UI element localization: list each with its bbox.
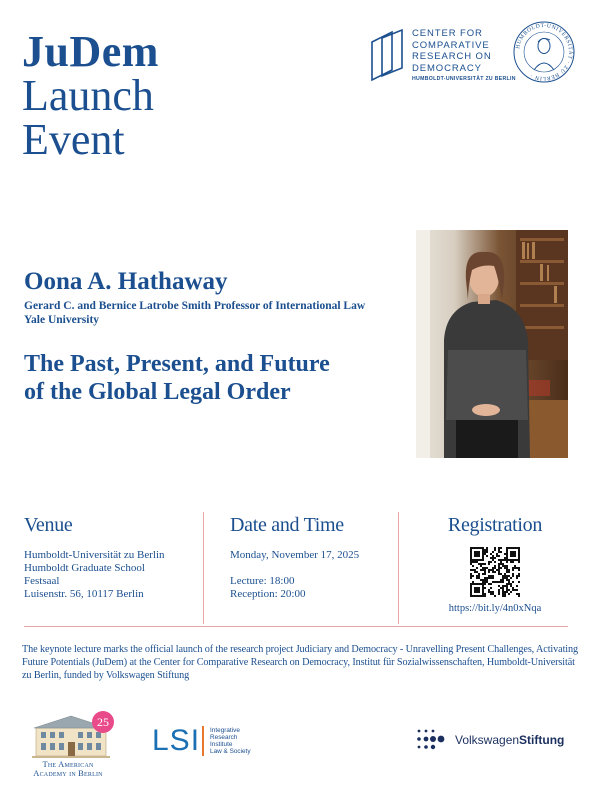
vw-part-1: Volkswagen <box>455 733 520 747</box>
talk-title <box>24 350 330 406</box>
title-line-3: Event <box>22 115 125 164</box>
speaker-photo <box>416 230 568 458</box>
vw-part-2: Stiftung <box>519 733 565 747</box>
venue-line-3: Festsaal <box>24 575 60 587</box>
lsi-mark: LSI <box>152 724 201 757</box>
column-divider <box>398 512 399 624</box>
aab-name <box>20 760 116 778</box>
volkswagen-dots-icon <box>415 727 447 753</box>
talk-title-line-2: of the Global Legal Order <box>24 379 291 405</box>
lsi-logo <box>152 724 251 758</box>
speaker-institution: Yale University <box>24 314 100 326</box>
lecture-time: Lecture: 18:00 <box>230 575 295 587</box>
speaker-role: Gerard C. and Bernice Latrobe Smith Professor of International Law <box>24 300 366 312</box>
vw-stiftung-logo <box>415 727 564 753</box>
registration-section <box>420 514 570 624</box>
lsi-line-4: Law & Society <box>210 748 251 756</box>
speaker-role-block <box>24 299 365 327</box>
talk-title-line-1: The Past, Present, and Future <box>24 351 330 377</box>
svg-text:HUMBOLDT-UNIVERSITÄT · ZU BERL: HUMBOLDT-UNIVERSITÄT · ZU BERLIN · <box>515 22 574 82</box>
title-line-1: JuDem <box>22 27 159 76</box>
venue-line-2: Humboldt Graduate School <box>24 562 145 574</box>
aab-line-1: The American <box>42 759 94 769</box>
ccrd-line-3: RESEARCH ON <box>412 51 492 62</box>
speaker-name: Oona A. Hathaway <box>24 268 228 295</box>
ccrd-line-1: CENTER FOR <box>412 28 483 39</box>
lsi-line-2: Research <box>210 733 238 741</box>
ccrd-line-2: COMPARATIVE <box>412 39 490 51</box>
ccrd-line-4: DEMOCRACY <box>412 62 482 74</box>
date-time-section <box>230 514 395 624</box>
registration-link[interactable]: https://bit.ly/4n0xNqa <box>448 603 542 614</box>
event-date: Monday, November 17, 2025 <box>230 549 360 561</box>
hu-seal-icon <box>512 20 576 84</box>
event-title <box>22 27 159 164</box>
title-line-2: Launch <box>22 71 154 120</box>
ccrd-sub: HUMBOLDT-UNIVERSITÄT ZU BERLIN <box>412 76 516 82</box>
registration-heading: Registration <box>447 514 543 536</box>
column-divider <box>203 512 204 624</box>
section-divider <box>24 626 568 627</box>
lsi-accent-bar <box>202 726 204 756</box>
aab-line-2: Academy in Berlin <box>33 768 103 778</box>
event-description: The keynote lecture marks the official launch of the research project Judiciary and Democracy - Unravelling Present Challenges, Activating Future Potentials (JuDem) at the Center for Comparative Research on Democracy, Institut für Sozialwissenschaften, Humboldt-Universität zu Berlin, funded by Volkswagen Stiftung <box>22 644 579 681</box>
ccrd-logo-icon <box>370 28 404 84</box>
qr-code-icon[interactable] <box>470 547 520 597</box>
date-time-heading: Date and Time <box>230 514 344 536</box>
reception-time: Reception: 20:00 <box>230 588 306 600</box>
ccrd-logo <box>370 28 516 84</box>
lsi-line-1: Integrative <box>210 726 240 734</box>
lsi-line-3: Institute <box>210 741 233 748</box>
venue-line-4: Luisenstr. 56, 10117 Berlin <box>24 588 144 600</box>
vw-wordmark <box>455 733 564 747</box>
aab-badge: 25 <box>97 715 109 729</box>
venue-heading: Venue <box>24 514 73 536</box>
venue-line-1: Humboldt-Universität zu Berlin <box>24 549 165 561</box>
venue-section <box>24 514 200 624</box>
